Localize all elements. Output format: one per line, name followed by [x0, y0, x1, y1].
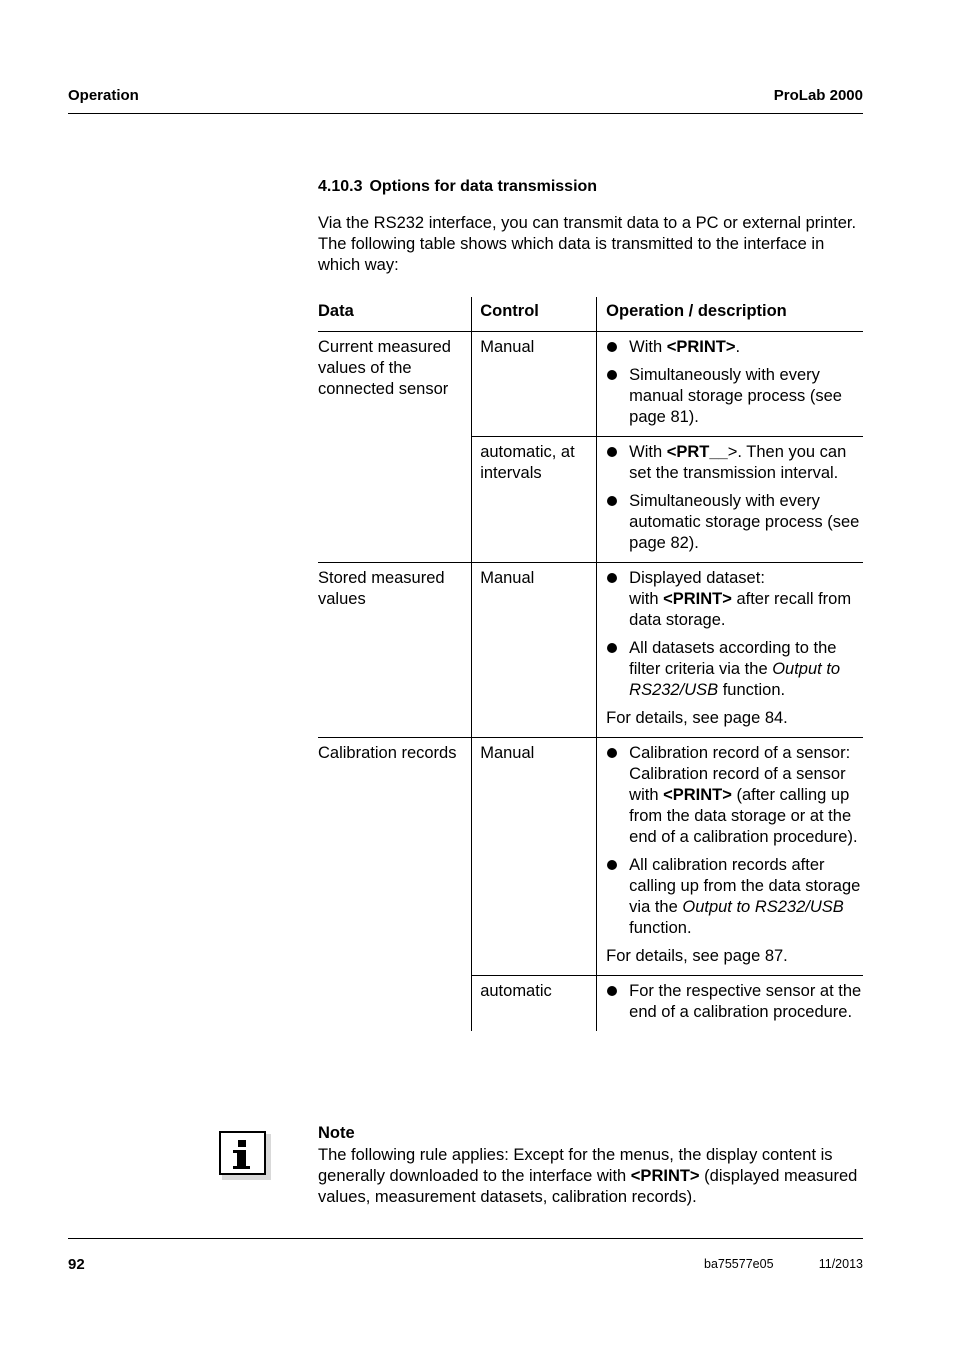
header-section-label: Operation: [68, 87, 139, 104]
list-item: Simultaneously with every automatic storage process (see page 82).: [606, 491, 863, 554]
section-number: 4.10.3: [318, 178, 363, 195]
list-item: With <PRINT>.: [606, 337, 863, 358]
cell-control: Manual: [472, 563, 597, 738]
cell-operation: [597, 738, 863, 976]
info-icon: [219, 1131, 272, 1181]
cell-data: Calibration records: [318, 744, 457, 762]
cell-control: Manual: [472, 738, 597, 976]
intro-paragraph: Via the RS232 interface, you can transmit data to a PC or external printer. The following table shows which data is transmitted to the interface in which way:: [318, 214, 857, 274]
header-product-name: ProLab 2000: [773, 87, 863, 104]
data-transmission-table: [318, 297, 863, 1031]
cell-control: automatic: [472, 976, 597, 1032]
cell-operation: [597, 332, 863, 437]
column-header-control: Control: [472, 297, 597, 332]
cell-data: Current measured values of the connected sensor: [318, 332, 472, 563]
list-item: With <PRT__>. Then you can set the transmission interval.: [606, 442, 863, 484]
list-item: All datasets according to the filter criteria via the Output to RS232/USB function.: [606, 638, 863, 701]
section-heading: [318, 178, 597, 196]
key-label: <PRINT>: [630, 1167, 700, 1185]
bullet-icon: [607, 573, 617, 583]
function-name: Output to RS232/USB: [682, 898, 844, 916]
key-label: <PRINT>: [663, 590, 732, 608]
list-item: Simultaneously with every manual storage process (see page 81).: [606, 365, 863, 428]
bullet-icon: [607, 748, 617, 758]
bullet-icon: [607, 643, 617, 653]
table-row: [318, 738, 863, 976]
bullet-icon: [607, 447, 617, 457]
cell-operation: [597, 976, 863, 1032]
bullet-icon: [607, 860, 617, 870]
document-id: ba75577e05: [704, 1257, 774, 1271]
list-item: Displayed dataset: with <PRINT> after recall from data storage.: [606, 568, 863, 631]
table-row: [318, 563, 863, 738]
table-header-row: [318, 297, 863, 332]
key-label: <PRT__: [666, 443, 728, 461]
footer-rule: [68, 1238, 863, 1239]
cell-operation: [597, 563, 863, 738]
details-reference: For details, see page 84.: [606, 709, 788, 727]
function-name: Output to RS232/USB: [629, 660, 841, 699]
note-text: The following rule applies: Except for the menus, the display content is generally downloaded to the interface with <PRINT> (displayed measured values, measurement datasets, calibration records).: [318, 1146, 858, 1206]
column-header-data: Data: [318, 297, 472, 332]
list-item: All calibration records after calling up from the data storage via the Output to RS232/USB function.: [606, 855, 863, 939]
page-number: 92: [68, 1256, 85, 1273]
bullet-icon: [607, 370, 617, 380]
bullet-icon: [607, 986, 617, 996]
key-label: <PRINT>: [663, 786, 732, 804]
details-reference: For details, see page 87.: [606, 947, 788, 965]
column-header-operation: Operation / description: [597, 297, 863, 332]
bullet-icon: [607, 496, 617, 506]
note-title: Note: [318, 1124, 355, 1142]
document-date: 11/2013: [818, 1257, 863, 1271]
cell-data: Stored measured values: [318, 563, 472, 738]
list-item: Calibration record of a sensor: Calibration record of a sensor with <PRINT> (after calling up from the data storage or at the end of a calibration procedure).: [606, 743, 863, 848]
list-item: For the respective sensor at the end of a calibration procedure.: [606, 981, 863, 1023]
cell-control: automatic, at intervals: [472, 437, 597, 563]
bullet-icon: [607, 342, 617, 352]
section-title: Options for data transmission: [369, 178, 598, 195]
table-row: [318, 332, 863, 437]
cell-control: Manual: [472, 332, 597, 437]
key-label: <PRINT>: [666, 338, 736, 356]
header-rule: [68, 113, 863, 114]
cell-operation: [597, 437, 863, 563]
